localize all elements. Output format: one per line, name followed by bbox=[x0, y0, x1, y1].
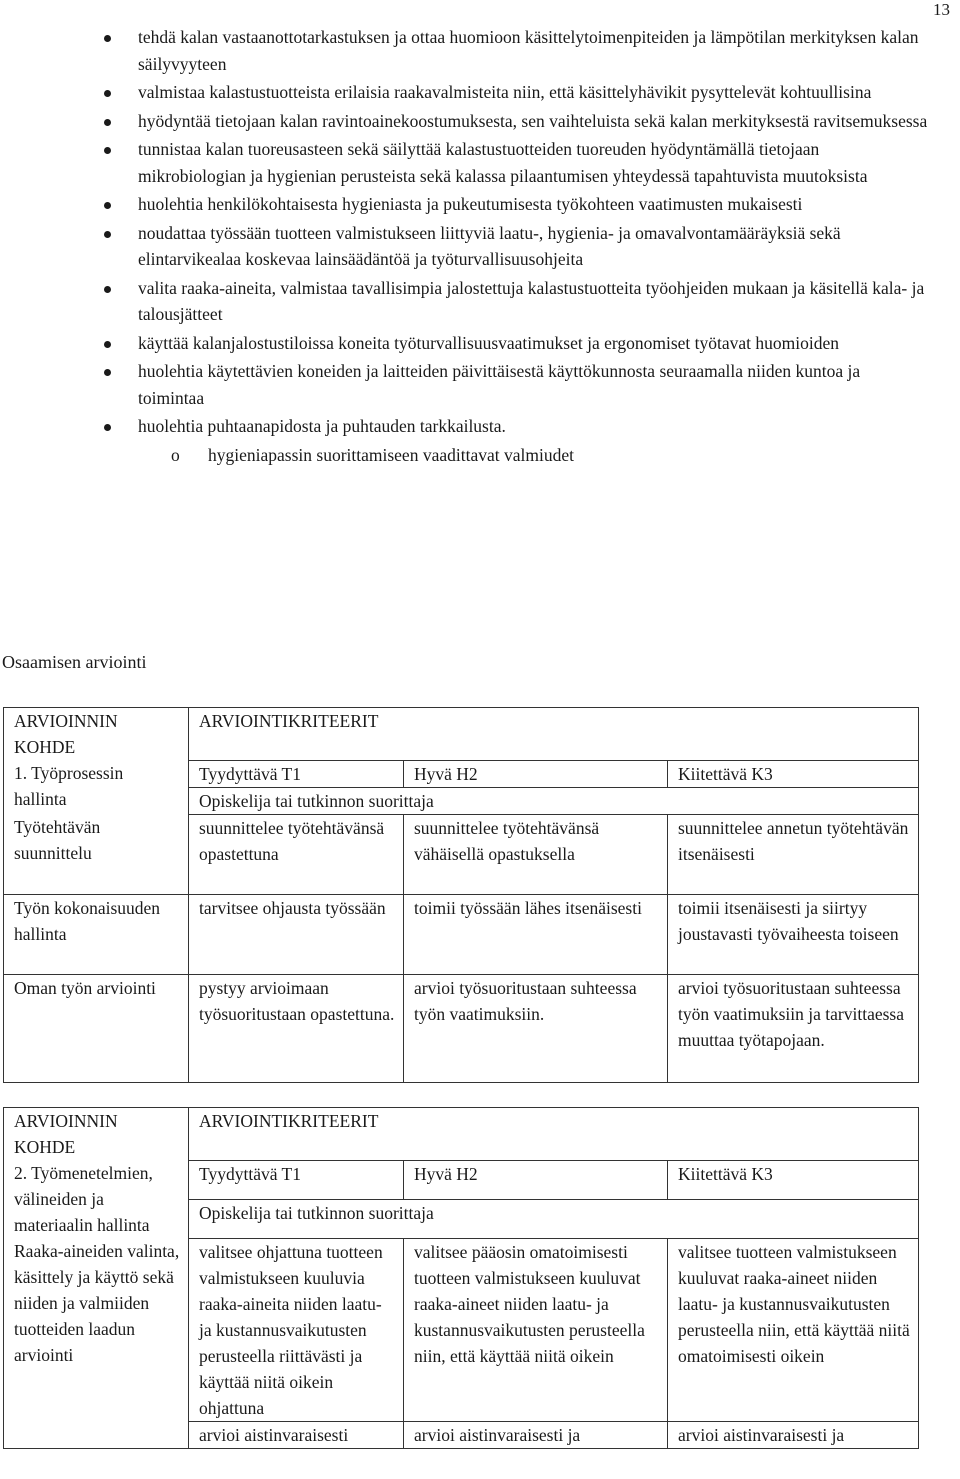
criteria-k3: arvioi aistinvaraisesti ja bbox=[668, 1421, 919, 1448]
list-item-text: tehdä kalan vastaanottotarkastuksen ja ottaa huomioon käsittelytoimenpiteiden ja lämpötilan merkityksen kalan säilyvyyteen bbox=[138, 27, 919, 74]
bullet-icon bbox=[104, 90, 111, 97]
bullet-icon bbox=[104, 202, 111, 209]
criteria-h2: valitsee pääosin omatoimisesti tuotteen valmistukseen kuuluvat raaka-aineet niiden laatu- ja kustannusvaikutusten perusteella niin, että käyttää niitä oikein bbox=[404, 1238, 668, 1421]
list-item-text: valmistaa kalastustuotteista erilaisia raakavalmisteita niin, että käsittelyhävikit pysyttelevät kohtuullisina bbox=[138, 82, 872, 102]
subject-label: Opiskelija tai tutkinnon suorittaja bbox=[189, 787, 919, 814]
criteria-h2: suunnittelee työtehtävänsä vähäisellä opastuksella bbox=[404, 814, 668, 894]
list-item bbox=[0, 79, 928, 106]
list-item-text: käyttää kalanjalostustiloissa koneita työturvallisuusvaatimukset ja ergonomiset työtavat huomioiden bbox=[138, 332, 839, 353]
bullet-icon bbox=[104, 35, 111, 42]
header-target: ARVIOINNIN KOHDE bbox=[4, 1108, 189, 1161]
list-item bbox=[0, 108, 928, 135]
header-target: ARVIOINNIN KOHDE bbox=[4, 708, 189, 761]
criteria-t1: pystyy arvioimaan työsuoritustaan opastettuna. bbox=[189, 974, 404, 1082]
subject-label: Opiskelija tai tutkinnon suorittaja bbox=[189, 1199, 919, 1238]
list-item-text: hyödyntää tietojaan kalan ravintoainekoostumuksesta, sen vaihteluista sekä kalan merkityksestä ravitsemuksessa bbox=[138, 110, 928, 131]
row-label: Työn kokonaisuuden hallinta bbox=[4, 894, 189, 974]
level-t1: Tyydyttävä T1 bbox=[189, 1160, 404, 1199]
row-label: Työtehtävän suunnittelu bbox=[4, 814, 189, 894]
bullet-icon bbox=[104, 369, 111, 376]
list-item-text: valita raaka-aineita, valmistaa tavallisimpia jalostettuja kalastustuotteita työohjeiden mukaan ja käsitellä kala- ja talousjätteet bbox=[138, 277, 925, 324]
bullet-icon bbox=[104, 147, 111, 154]
table-row bbox=[4, 894, 919, 974]
assessment-table-1 bbox=[3, 707, 919, 1083]
table-row bbox=[4, 974, 919, 1082]
list-item bbox=[0, 358, 928, 411]
list-item-text: huolehtia henkilökohtaisesta hygieniasta ja pukeutumisesta työkohteen vaatimusten mukaisesti bbox=[138, 194, 803, 214]
level-h2: Hyvä H2 bbox=[404, 760, 668, 787]
level-k3: Kiitettävä K3 bbox=[668, 1160, 919, 1199]
sub-bullet-icon: o bbox=[171, 444, 180, 465]
list-item bbox=[0, 136, 928, 189]
bullet-icon bbox=[104, 424, 111, 431]
row-label: Oman työn arviointi bbox=[4, 974, 189, 1082]
row-label bbox=[4, 1421, 189, 1448]
table-row bbox=[4, 1108, 919, 1161]
table-row bbox=[4, 760, 919, 787]
criteria-t1: tarvitsee ohjausta työssään bbox=[189, 894, 404, 974]
list-item-text: tunnistaa kalan tuoreusasteen sekä säilyttää kalastustuotteiden tuoreuden hyödyntämällä tietojaan mikrobiologian ja hygienian perusteista sekä kalassa pilaantumisen yhteydessä tapahtuvista muutoksista bbox=[138, 139, 868, 186]
table-row bbox=[4, 1421, 919, 1448]
criteria-k3: toimii itsenäisesti ja siirtyy joustavasti työvaiheesta toiseen bbox=[668, 894, 919, 974]
criteria-h2: arvioi työsuoritustaan suhteessa työn vaatimuksiin. bbox=[404, 974, 668, 1082]
list-item bbox=[0, 275, 928, 328]
criteria-k3: valitsee tuotteen valmistukseen kuuluvat raaka-aineet niiden laatu- ja kustannusvaikutusten perusteella niin, että käyttää niitä omatoimisesti oikein bbox=[668, 1238, 919, 1421]
criteria-h2: toimii työssään lähes itsenäisesti bbox=[404, 894, 668, 974]
bullet-icon bbox=[104, 286, 111, 293]
list-item bbox=[0, 330, 928, 357]
list-item-text: noudattaa työssään tuotteen valmistukseen liittyviä laatu-, hygienia- ja omavalvontamääräyksiä sekä elintarvikealaa koskevaa lainsäädäntöä ja työturvallisuusohjeita bbox=[138, 222, 841, 269]
assessment-table-2 bbox=[3, 1107, 919, 1449]
bullet-list bbox=[0, 24, 960, 468]
criteria-h2: arvioi aistinvaraisesti ja bbox=[404, 1421, 668, 1448]
list-item bbox=[0, 24, 928, 77]
header-criteria: ARVIOINTIKRITEERIT bbox=[189, 1108, 919, 1161]
list-item-text: huolehtia puhtaanapidosta ja puhtauden tarkkailusta. bbox=[138, 416, 506, 436]
criteria-k3: arvioi työsuoritustaan suhteessa työn vaatimuksiin ja tarvittaessa muuttaa työtapojaan. bbox=[668, 974, 919, 1082]
bullet-icon bbox=[104, 341, 111, 348]
list-item bbox=[0, 191, 928, 218]
level-t1: Tyydyttävä T1 bbox=[189, 760, 404, 787]
criteria-k3: suunnittelee annetun työtehtävän itsenäisesti bbox=[668, 814, 919, 894]
level-h2: Hyvä H2 bbox=[404, 1160, 668, 1199]
table-row bbox=[4, 814, 919, 894]
criteria-t1: suunnittelee työtehtävänsä opastettuna bbox=[189, 814, 404, 894]
header-criteria: ARVIOINTIKRITEERIT bbox=[189, 708, 919, 761]
list-item bbox=[0, 413, 928, 440]
table-row bbox=[4, 1160, 919, 1199]
section-heading: Osaamisen arviointi bbox=[2, 652, 147, 672]
assessment-target: 2. Työmenetelmien, välineiden ja materiaalin hallinta bbox=[4, 1160, 189, 1238]
criteria-t1: valitsee ohjattuna tuotteen valmistukseen kuuluvia raaka-aineita niiden laatu- ja kustannusvaikutusten perusteella riittävästi ja käyttää niitä oikein ohjattuna bbox=[189, 1238, 404, 1421]
list-item bbox=[0, 220, 928, 273]
level-k3: Kiitettävä K3 bbox=[668, 760, 919, 787]
bullet-icon bbox=[104, 119, 111, 126]
bullet-icon bbox=[104, 231, 111, 238]
table-row bbox=[4, 1238, 919, 1421]
sub-list-item-text: hygieniapassin suorittamiseen vaadittavat valmiudet bbox=[208, 444, 574, 465]
row-label: Raaka-aineiden valinta, käsittely ja käyttö sekä niiden ja valmiiden tuotteiden laadun arviointi bbox=[4, 1238, 189, 1421]
criteria-t1: arvioi aistinvaraisesti bbox=[189, 1421, 404, 1448]
page-number: 13 bbox=[933, 0, 950, 19]
list-item-text: huolehtia käytettävien koneiden ja laitteiden päivittäisestä käyttökunnosta seuraamalla niiden kuntoa ja toimintaa bbox=[138, 361, 861, 408]
assessment-target: 1. Työprosessin hallinta bbox=[4, 760, 189, 814]
sub-list-item bbox=[0, 442, 960, 469]
table-row bbox=[4, 708, 919, 761]
